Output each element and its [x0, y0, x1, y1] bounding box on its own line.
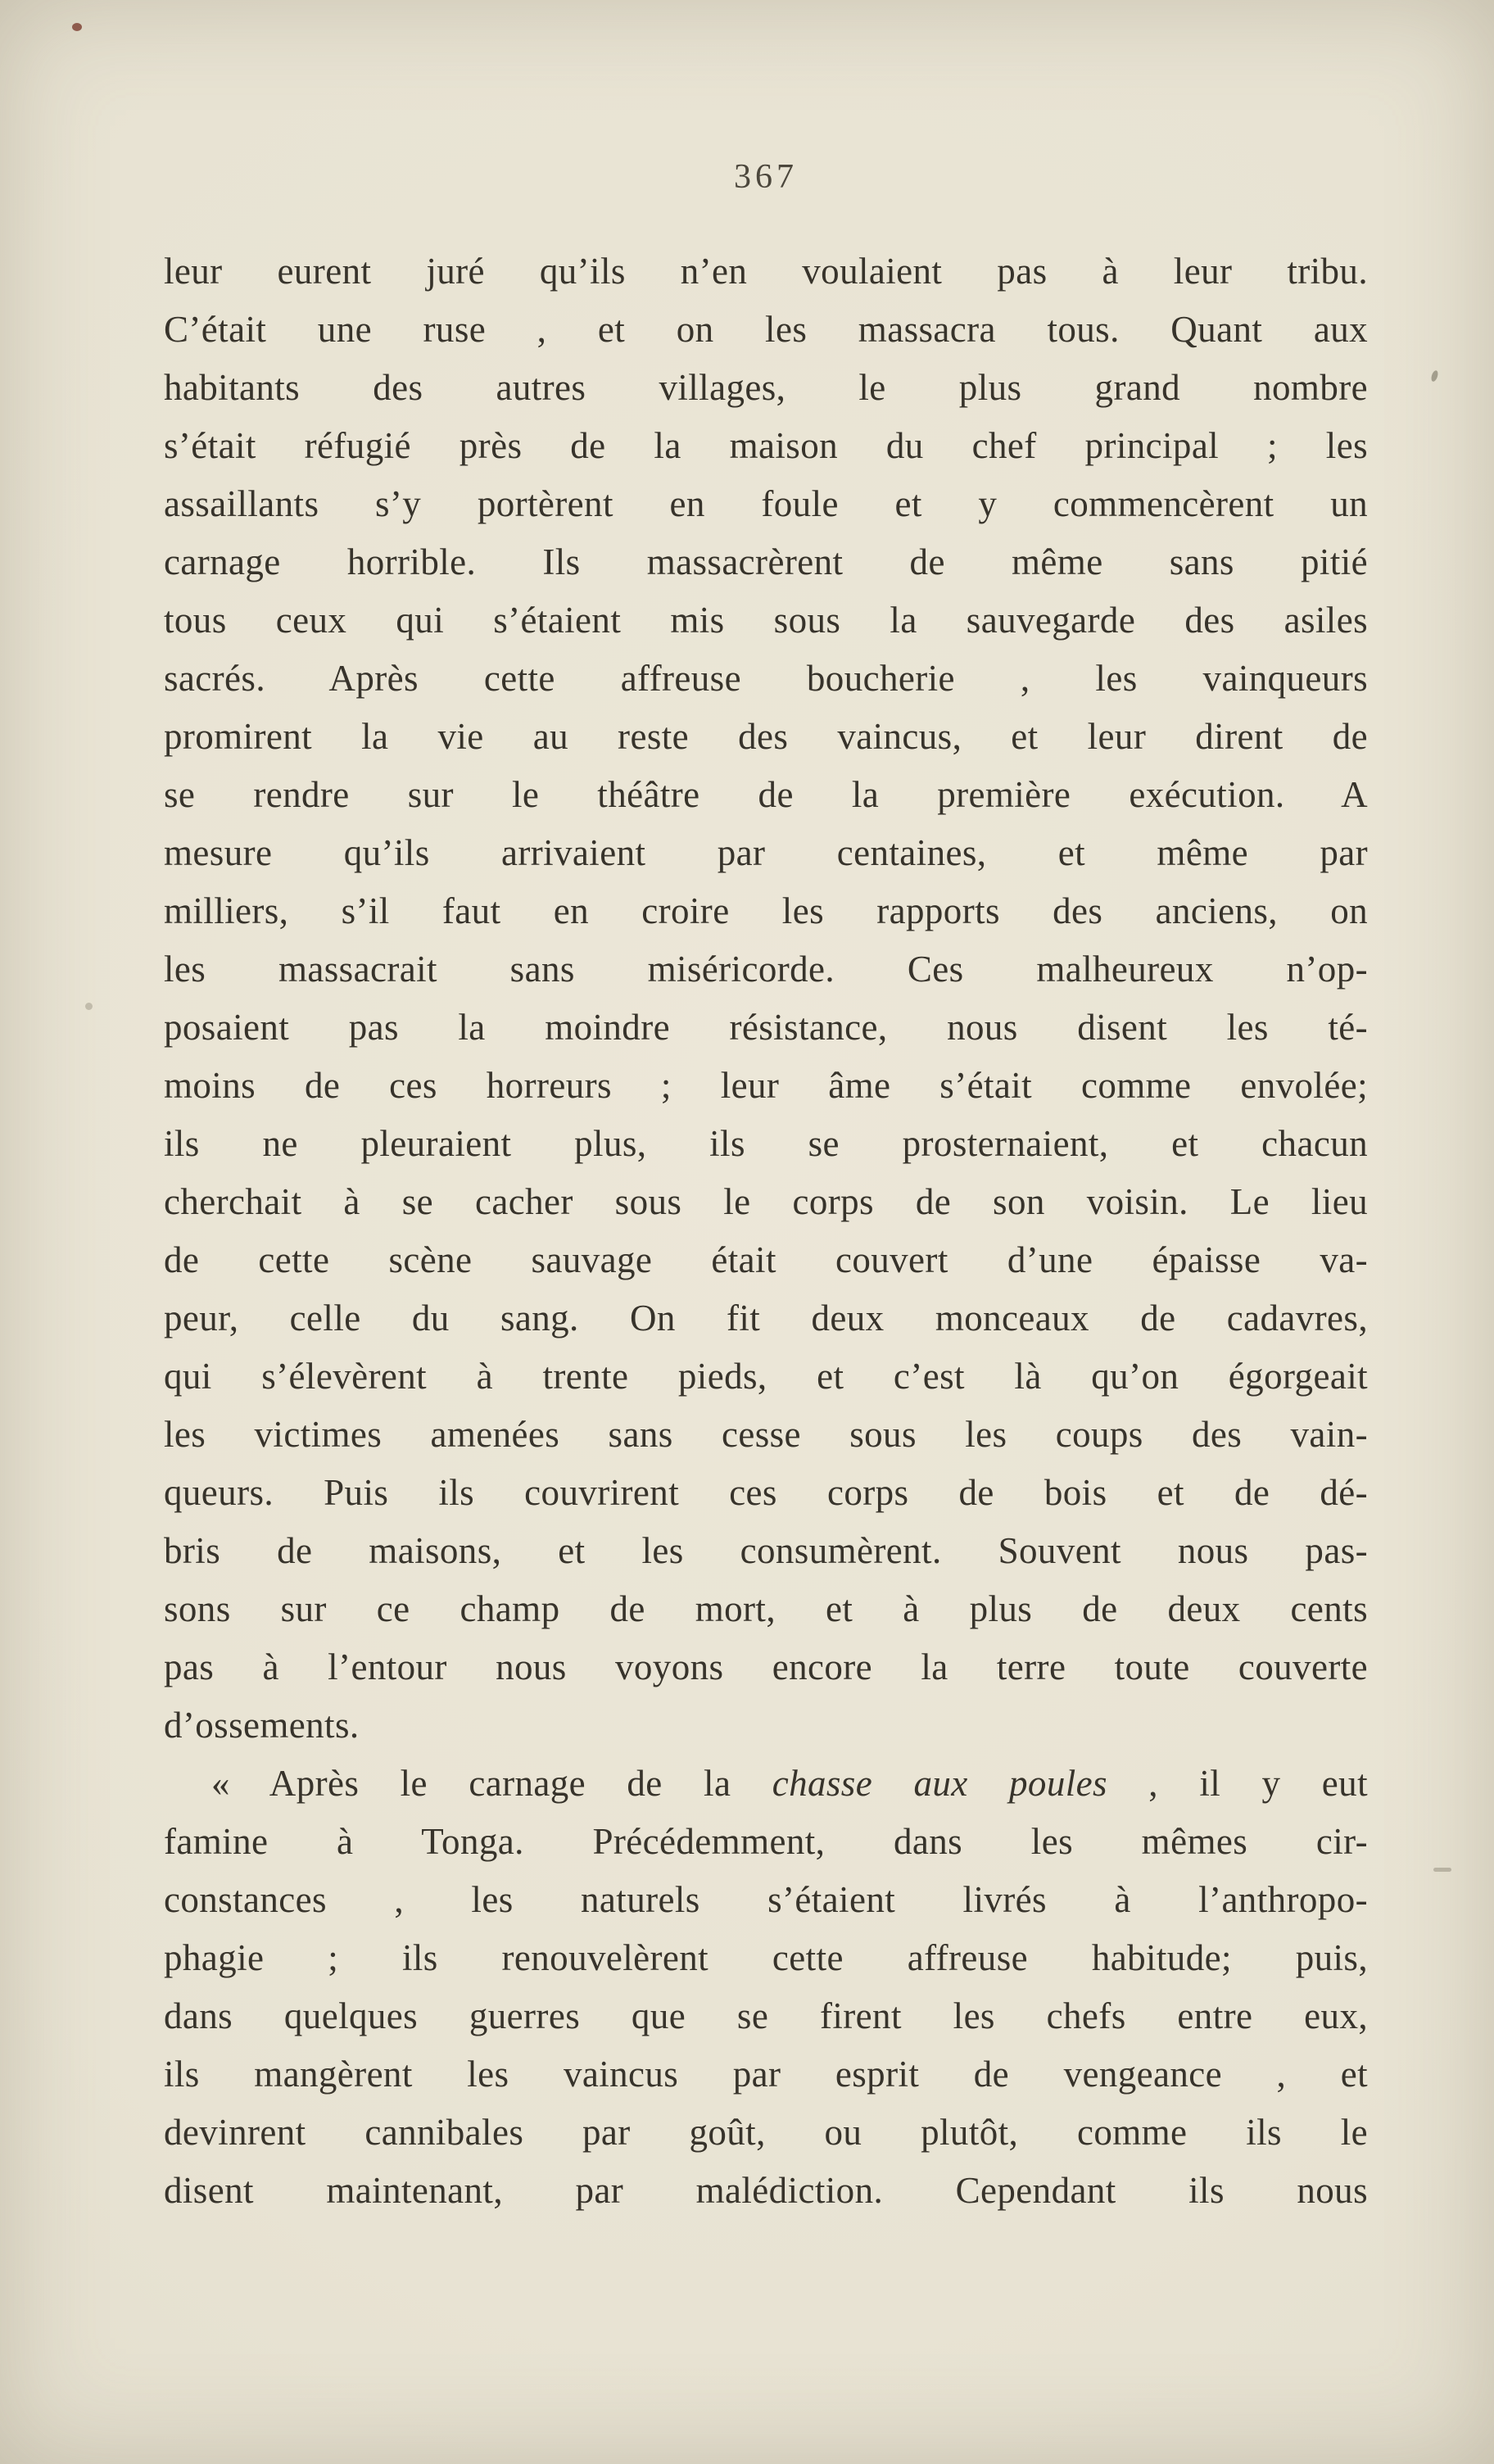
text-line: sons sur ce champ de mort, et à plus de deux cents	[164, 1588, 1368, 1629]
text-line: disent maintenant, par malédiction. Cependant ils nous	[164, 2170, 1368, 2211]
text-line: dans quelques guerres que se firent les chefs entre eux,	[164, 1995, 1368, 2036]
text-segment: , il y eut	[1107, 1763, 1368, 1804]
paragraph-2	[164, 1755, 1368, 2220]
text-line: famine à Tonga. Précédemment, dans les mêmes cir-	[164, 1821, 1368, 1862]
italic-phrase: chasse aux poules	[772, 1763, 1107, 1804]
text-line: moins de ces horreurs ; leur âme s’était comme envolée;	[164, 1065, 1368, 1106]
text-line: mesure qu’ils arrivaient par centaines, et même par	[164, 832, 1368, 873]
page-number: 367	[734, 158, 798, 196]
text-line: sacrés. Après cette affreuse boucherie , les vainqueurs	[164, 658, 1368, 699]
text-line: C’était une ruse , et on les massacra tous. Quant aux	[164, 309, 1368, 350]
paragraph-1	[164, 242, 1368, 1755]
text-line: queurs. Puis ils couvrirent ces corps de bois et de dé-	[164, 1472, 1368, 1513]
text-line: tous ceux qui s’étaient mis sous la sauvegarde des asiles	[164, 600, 1368, 641]
text-line: promirent la vie au reste des vaincus, et leur dirent de	[164, 716, 1368, 757]
text-line: posaient pas la moindre résistance, nous disent les té-	[164, 1007, 1368, 1048]
paper-speck	[1433, 1868, 1451, 1872]
text-line: pas à l’entour nous voyons encore la terre toute couverte	[164, 1646, 1368, 1687]
paper-speck	[1430, 369, 1439, 382]
quote-prefix: « Après le carnage de la	[211, 1763, 772, 1804]
text-line: se rendre sur le théâtre de la première exécution. A	[164, 774, 1368, 815]
text-line: les massacrait sans miséricorde. Ces malheureux n’op-	[164, 949, 1368, 990]
text-line: de cette scène sauvage était couvert d’une épaisse va-	[164, 1239, 1368, 1280]
text-line	[164, 1755, 1368, 1813]
text-line: assaillants s’y portèrent en foule et y commencèrent un	[164, 483, 1368, 524]
text-line: d’ossements.	[164, 1705, 360, 1746]
text-line: carnage horrible. Ils massacrèrent de même sans pitié	[164, 541, 1368, 582]
text-line: qui s’élevèrent à trente pieds, et c’est là qu’on égorgeait	[164, 1356, 1368, 1397]
text-line: leur eurent juré qu’ils n’en voulaient pas à leur tribu.	[164, 251, 1368, 292]
text-line: bris de maisons, et les consumèrent. Souvent nous pas-	[164, 1530, 1368, 1571]
text-line: ils mangèrent les vaincus par esprit de vengeance , et	[164, 2054, 1368, 2095]
text-line: devinrent cannibales par goût, ou plutôt, comme ils le	[164, 2112, 1368, 2153]
paper-speck	[72, 23, 82, 31]
text-line: milliers, s’il faut en croire les rapports des anciens, on	[164, 890, 1368, 931]
text-block	[164, 242, 1368, 2220]
text-line: les victimes amenées sans cesse sous les coups des vain-	[164, 1414, 1368, 1455]
text-line: ils ne pleuraient plus, ils se prosternaient, et chacun	[164, 1123, 1368, 1164]
text-line: s’était réfugié près de la maison du chef principal ; les	[164, 425, 1368, 466]
text-line: cherchait à se cacher sous le corps de son voisin. Le lieu	[164, 1181, 1368, 1222]
paper-speck	[85, 1003, 93, 1010]
text-line: constances , les naturels s’étaient livrés à l’anthropo-	[164, 1879, 1368, 1920]
text-line: phagie ; ils renouvelèrent cette affreuse habitude; puis,	[164, 1937, 1368, 1978]
text-line: habitants des autres villages, le plus grand nombre	[164, 367, 1368, 408]
text-line: peur, celle du sang. On fit deux monceaux de cadavres,	[164, 1298, 1368, 1338]
